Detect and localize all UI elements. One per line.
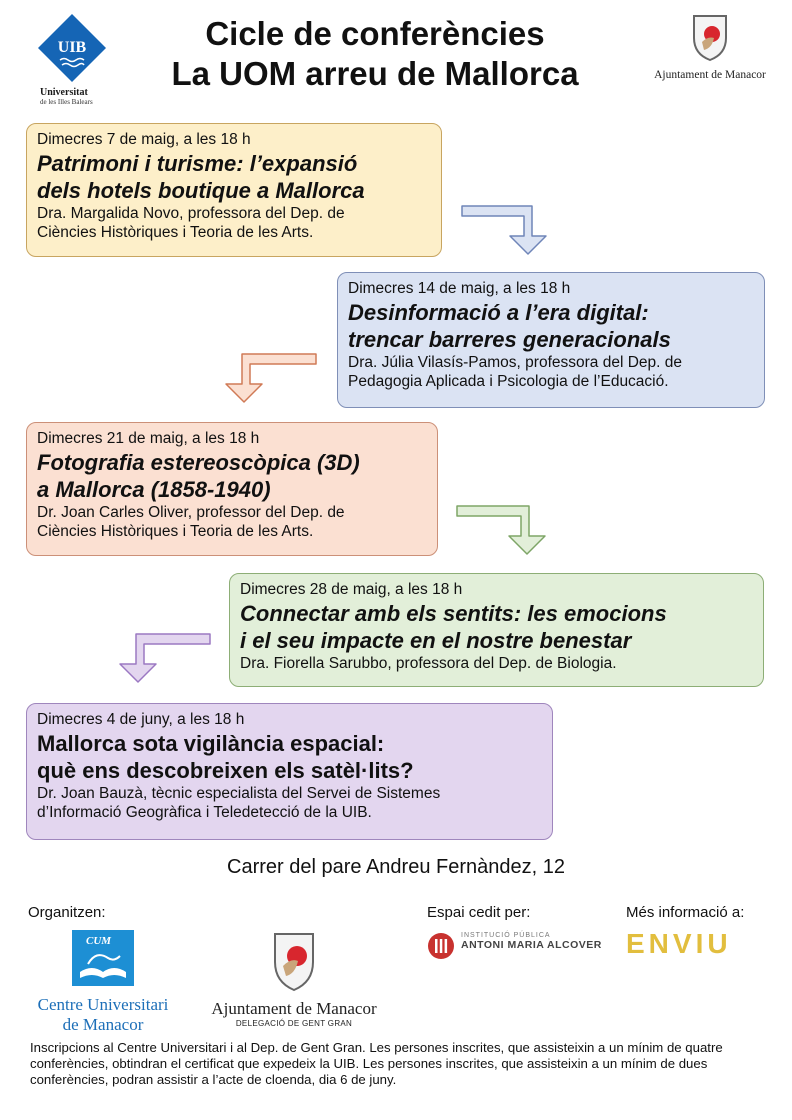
venue-address: Carrer del pare Andreu Fernàndez, 12 (227, 856, 565, 878)
talk-speaker-line-1: Dra. Júlia Vilasís-Pamos, professora del Dep. de (348, 354, 682, 371)
talk-date: Dimecres 28 de maig, a les 18 h (240, 581, 463, 598)
talk-title-line-2: què ens descobreixen els satèl·lits? (37, 758, 414, 783)
talk-title-line-2: dels hotels boutique a Mallorca (37, 178, 365, 203)
manacor-label: Ajuntament de Manacor (654, 69, 766, 81)
manacor-logo-bottom (202, 930, 386, 1028)
talk-title-line-1: Mallorca sota vigilància espacial: (37, 731, 385, 756)
amalcover-logo (427, 932, 607, 960)
space-label: Espai cedit per: (427, 904, 531, 921)
talk-speaker-line-2: Pedagogia Aplicada i Psicologia de l’Educació. (348, 373, 669, 390)
talk-date: Dimecres 21 de maig, a les 18 h (37, 430, 260, 447)
manacor-logo-top (640, 12, 780, 81)
uib-logo-text: UIB (57, 39, 87, 56)
talk-speaker-line-1: Dra. Fiorella Sarubbo, professora del Dep. de Biologia. (240, 655, 617, 672)
enviu-logo: ENVIU (626, 928, 732, 959)
talk-card-2 (337, 272, 765, 408)
talk-title-line-2: i el seu impacte en el nostre benestar (240, 628, 632, 653)
amalcover-line-2: ANTONI MARIA ALCOVER (461, 939, 602, 951)
cum-label-2: de Manacor (62, 1015, 144, 1034)
cum-book-icon (68, 928, 138, 988)
talk-title-line-1: Connectar amb els sentits: les emocions (240, 601, 667, 626)
talk-card-3 (26, 422, 438, 556)
talk-title-line-2: a Mallorca (1858-1940) (37, 477, 271, 502)
talk-card-5 (26, 703, 553, 840)
talk-card-1 (26, 123, 442, 257)
talk-title-line-1: Fotografia estereoscòpica (3D) (37, 450, 360, 475)
uib-label: Universitat (40, 87, 88, 98)
talk-title-line-2: trencar barreres generacionals (348, 327, 671, 352)
talk-speaker-line-2: Ciències Històriques i Teoria de les Arts. (37, 224, 314, 241)
manacor-sublabel: DELEGACIÓ DE GENT GRAN (235, 1019, 353, 1028)
title-line-1: Cicle de conferències (205, 15, 545, 52)
cum-badge-text: CUM (86, 935, 112, 947)
talk-date: Dimecres 7 de maig, a les 18 h (37, 131, 251, 148)
talk-speaker-line-1: Dr. Joan Carles Oliver, professor del Dep. de (37, 504, 345, 521)
talk-speaker-line-1: Dr. Joan Bauzà, tècnic especialista del Servei de Sistemes (37, 785, 441, 802)
talk-speaker-line-2: Ciències Històriques i Teoria de les Arts. (37, 523, 314, 540)
cum-logo (28, 928, 178, 1033)
talk-speaker-line-2: d’Informació Geogràfica i Teledetecció de la UIB. (37, 804, 372, 821)
arrow-down-right-icon (453, 498, 557, 560)
info-label: Més informació a: (626, 904, 745, 921)
talk-date: Dimecres 14 de maig, a les 18 h (348, 280, 571, 297)
talk-card-4 (229, 573, 764, 687)
talk-speaker-line-1: Dra. Margalida Novo, professora del Dep. de (37, 205, 345, 222)
organizers-label: Organitzen: (28, 904, 106, 921)
talk-title-line-1: Patrimoni i turisme: l’expansió (37, 151, 358, 176)
amalcover-icon (427, 932, 455, 960)
talk-title-line-1: Desinformació a l’era digital: (348, 300, 649, 325)
arrow-down-left-icon (112, 626, 216, 688)
manacor-shield-icon (690, 12, 730, 62)
uib-diamond-icon (32, 12, 122, 82)
manacor-label: Ajuntament de Manacor (211, 999, 377, 1018)
cum-label-1: Centre Universitari (37, 995, 169, 1014)
arrow-down-left-icon (218, 346, 322, 408)
uib-sublabel: de les Illes Balears (40, 98, 93, 106)
title-line-2: La UOM arreu de Mallorca (171, 55, 579, 92)
talk-date: Dimecres 4 de juny, a les 18 h (37, 711, 245, 728)
page-title (150, 14, 600, 94)
uib-logo (32, 12, 122, 106)
footer-note: Inscripcions al Centre Universitari i al Dep. de Gent Gran. Les persones inscrites, que assisteixin a un mínim de quatre conferències, obtindran el certificat que expedeix la UIB. Les persones inscrites, que assisteixin a un mínim de dues conferències, podran assistir a l’acte de cloenda, dia 6 de juny. (30, 1040, 723, 1087)
amalcover-line-1: INSTITUCIÓ PÚBLICA (461, 932, 551, 939)
manacor-shield-icon (271, 930, 317, 992)
arrow-down-right-icon (458, 198, 558, 260)
